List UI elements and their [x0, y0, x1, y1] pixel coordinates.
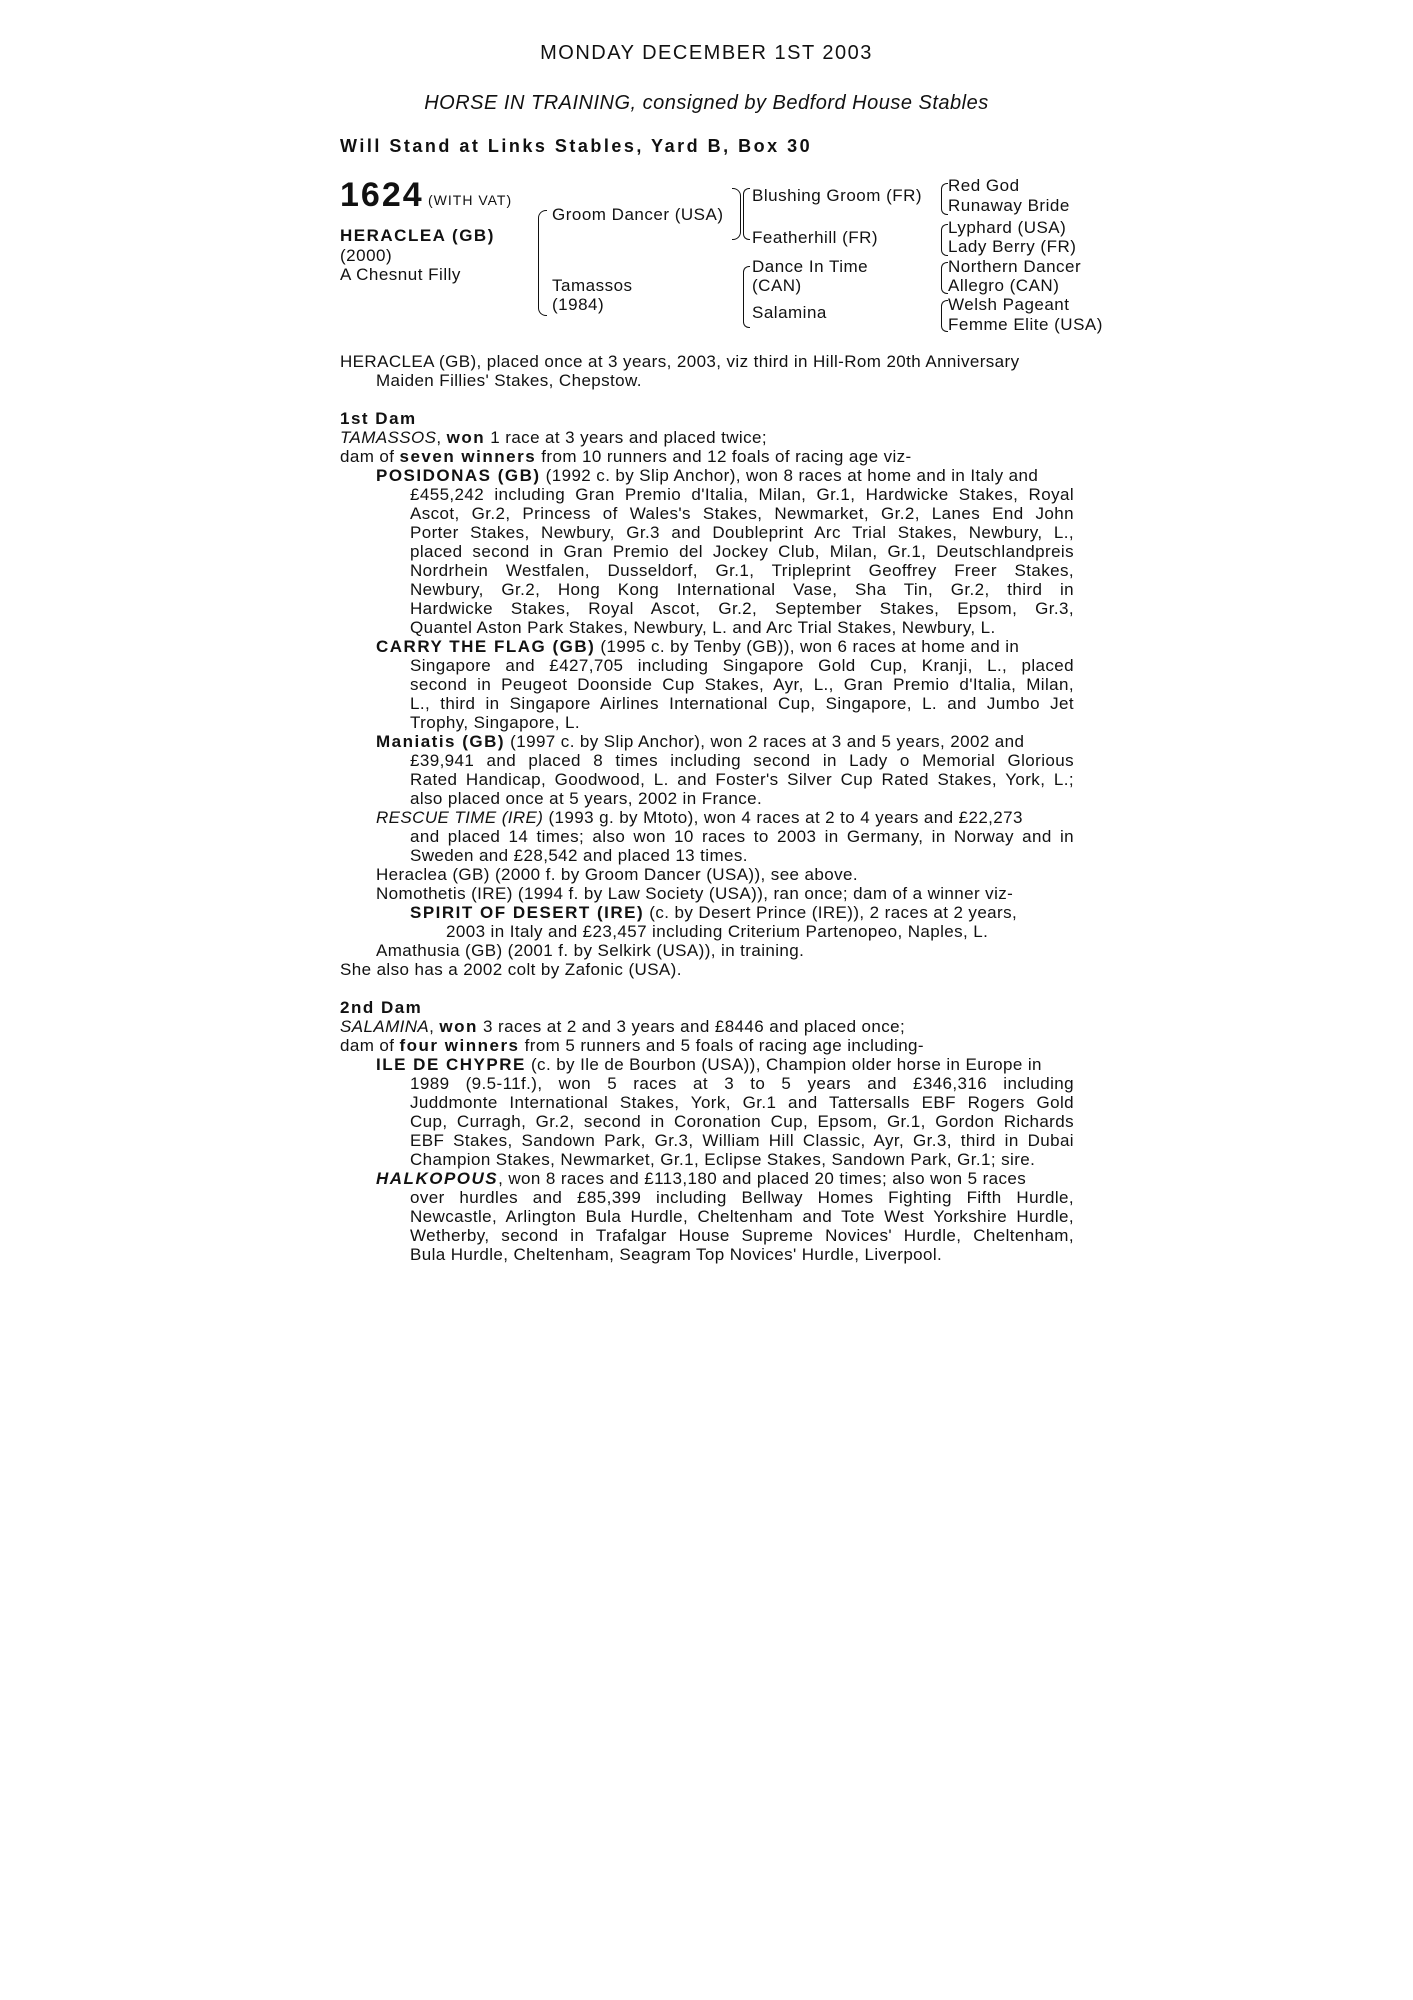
text: from 5 runners and 5 foals of racing age including-: [519, 1036, 924, 1055]
produce-text: L., third in Singapore Airlines International Cup, Singapore, L. and Jumbo Jet: [410, 694, 1074, 713]
produce-name: HALKOPOUS: [376, 1169, 499, 1188]
produce-text: 2003 in Italy and £23,457 including Criterium Partenopeo, Naples, L.: [446, 922, 989, 941]
produce-text: (c. by Ile de Bourbon (USA)), Champion older horse in Europe in: [525, 1055, 1042, 1074]
first-dam-name: TAMASSOS: [340, 428, 437, 447]
text: dam of: [340, 1036, 400, 1055]
pedigree-brace-g3-3: [941, 262, 948, 294]
consignment-title: HORSE IN TRAINING, consigned by Bedford House Stables: [424, 92, 989, 114]
produce-text: Newbury, Gr.2, Hong Kong International Vase, Sha Tin, Gr.2, third in: [410, 580, 1074, 599]
first-dam-produce: [340, 447, 912, 466]
stable-location: Will Stand at Links Stables, Yard B, Box 30: [340, 136, 813, 156]
pedigree-sire-sire: Blushing Groom (FR): [752, 186, 923, 205]
produce-text: Nordrhein Westfalen, Dusseldorf, Gr.1, Tripleprint Geoffrey Freer Stakes,: [410, 561, 1074, 580]
produce-text: Trophy, Singapore, L.: [410, 713, 580, 732]
produce-text: and placed 14 times; also won 10 races to 2003 in Germany, in Norway and in: [410, 827, 1074, 846]
pedigree-g3-6: Allegro (CAN): [948, 276, 1060, 295]
lot-number: 1624: [340, 176, 424, 214]
produce-name: POSIDONAS (GB): [376, 466, 541, 485]
produce-text: (1992 c. by Slip Anchor), won 8 races at home and in Italy and: [540, 466, 1039, 485]
produce-text: also placed once at 5 years, 2002 in France.: [410, 789, 763, 808]
second-dam-heading: 2nd Dam: [340, 998, 423, 1017]
pedigree-g3-1: Red God: [948, 176, 1020, 195]
produce-text: over hurdles and £85,399 including Bellway Homes Fighting Fifth Hurdle,: [410, 1188, 1074, 1207]
pedigree-dam: Tamassos: [552, 276, 633, 295]
produce-entry-ile-de-chypre: [376, 1055, 1042, 1074]
pedigree-brace-main: [538, 210, 547, 316]
produce-text: Cup, Curragh, Gr.2, second in Coronation Cup, Epsom, Gr.1, Gordon Richards: [410, 1112, 1074, 1131]
pedigree-brace-g3-1: [941, 183, 948, 215]
produce-text: second in Peugeot Doonside Cup Stakes, Ayr, L., Gran Premio d'Italia, Milan,: [410, 675, 1074, 694]
intro-line: HERACLEA (GB), placed once at 3 years, 2003, viz third in Hill-Rom 20th Anniversary: [340, 352, 1020, 371]
produce-text: (1997 c. by Slip Anchor), won 2 races at 3 and 5 years, 2002 and: [505, 732, 1025, 751]
second-dam-produce: [340, 1036, 924, 1055]
produce-text: Sweden and £28,542 and placed 13 times.: [410, 846, 748, 865]
won-text: won: [446, 428, 486, 447]
produce-entry-carry-the-flag: [376, 637, 1019, 656]
produce-text: £39,941 and placed 8 times including second in Lady o Memorial Glorious: [410, 751, 1074, 770]
produce-entry-maniatis: [376, 732, 1024, 751]
produce-text: Newcastle, Arlington Bula Hurdle, Cheltenham and Tote West Yorkshire Hurdle,: [410, 1207, 1074, 1226]
pedigree-dam-sire: Dance In Time: [752, 257, 869, 276]
produce-text: placed second in Gran Premio del Jockey Club, Milan, Gr.1, Deutschlandpreis: [410, 542, 1074, 561]
produce-entry-nomothetis: Nomothetis (IRE) (1994 f. by Law Society (USA)), ran once; dam of a winner viz-: [376, 884, 1014, 903]
separator: ,: [436, 428, 447, 447]
foaling-year: (2000): [340, 246, 393, 265]
first-dam-record: 1 race at 3 years and placed twice;: [485, 428, 767, 447]
produce-name: RESCUE TIME (IRE): [376, 808, 544, 827]
won-text: won: [439, 1017, 478, 1036]
pedigree-sire: Groom Dancer (USA): [552, 205, 724, 224]
pedigree-brace-g3-4: [941, 300, 948, 332]
text: from 10 runners and 12 foals of racing age viz-: [536, 447, 912, 466]
produce-entry-spirit-of-desert: [410, 903, 1017, 922]
pedigree-brace-dam-line: [743, 266, 750, 328]
horse-name: HERACLEA (GB): [340, 226, 495, 245]
produce-name: SPIRIT OF DESERT (IRE): [410, 903, 645, 922]
produce-text: (1993 g. by Mtoto), won 4 races at 2 to 4 years and £22,273: [543, 808, 1023, 827]
produce-text: (1995 c. by Tenby (GB)), won 6 races at home and in: [595, 637, 1020, 656]
pedigree-g3-2: Runaway Bride: [948, 196, 1070, 215]
first-dam-closing: She also has a 2002 colt by Zafonic (USA).: [340, 960, 682, 979]
pedigree-dam-year: (1984): [552, 295, 605, 314]
produce-text: Hardwicke Stakes, Royal Ascot, Gr.2, September Stakes, Epsom, Gr.3,: [410, 599, 1074, 618]
produce-name: ILE DE CHYPRE: [376, 1055, 526, 1074]
separator: ,: [429, 1017, 440, 1036]
second-dam-name: SALAMINA: [340, 1017, 430, 1036]
produce-entry-posidonas: [376, 466, 1038, 485]
intro-line: Maiden Fillies' Stakes, Chepstow.: [376, 371, 642, 390]
first-dam-heading: 1st Dam: [340, 409, 417, 428]
pedigree-sire-dam: Featherhill (FR): [752, 228, 879, 247]
produce-entry-heraclea: Heraclea (GB) (2000 f. by Groom Dancer (USA)), see above.: [376, 865, 858, 884]
produce-text: (c. by Desert Prince (IRE)), 2 races at 2 years,: [644, 903, 1018, 922]
vat-note: (WITH VAT): [428, 192, 513, 208]
pedigree-dam-dam: Salamina: [752, 303, 827, 322]
produce-text: , won 8 races and £113,180 and placed 20 times; also won 5 races: [498, 1169, 1027, 1188]
produce-name: Maniatis (GB): [376, 732, 506, 751]
pedigree-brace-g3-2: [941, 224, 948, 256]
produce-text: Quantel Aston Park Stakes, Newbury, L. and Arc Trial Stakes, Newbury, L.: [410, 618, 996, 637]
second-dam-record: 3 races at 2 and 3 years and £8446 and placed once;: [477, 1017, 906, 1036]
produce-text: Juddmonte International Stakes, York, Gr.1 and Tattersalls EBF Rogers Gold: [410, 1093, 1074, 1112]
produce-text: Bula Hurdle, Cheltenham, Seagram Top Novices' Hurdle, Liverpool.: [410, 1245, 943, 1264]
second-dam-summary: [340, 1017, 905, 1036]
pedigree-g3-5: Northern Dancer: [948, 257, 1082, 276]
produce-text: EBF Stakes, Sandown Park, Gr.3, William Hill Classic, Ayr, Gr.3, third in Dubai: [410, 1131, 1074, 1150]
produce-entry-halkopous: [376, 1169, 1026, 1188]
horse-description: A Chesnut Filly: [340, 265, 461, 284]
pedigree-g3-3: Lyphard (USA): [948, 218, 1067, 237]
produce-entry-rescue-time: [376, 808, 1023, 827]
pedigree-g3-7: Welsh Pageant: [948, 295, 1070, 314]
first-dam-summary: [340, 428, 767, 447]
winners-count: four winners: [399, 1036, 520, 1055]
winners-count: seven winners: [399, 447, 537, 466]
produce-text: 1989 (9.5-11f.), won 5 races at 3 to 5 years and £346,316 including: [410, 1074, 1074, 1093]
produce-text: Champion Stakes, Newmarket, Gr.1, Eclipse Stakes, Sandown Park, Gr.1; sire.: [410, 1150, 1036, 1169]
pedigree-dam-sire-country: (CAN): [752, 276, 802, 295]
produce-text: £455,242 including Gran Premio d'Italia, Milan, Gr.1, Hardwicke Stakes, Royal: [410, 485, 1074, 504]
produce-entry-amathusia: Amathusia (GB) (2001 f. by Selkirk (USA)), in training.: [376, 941, 805, 960]
produce-name: CARRY THE FLAG (GB): [376, 637, 596, 656]
pedigree-brace-sire-line: [743, 188, 750, 240]
sale-date: MONDAY DECEMBER 1ST 2003: [540, 42, 873, 64]
produce-text: Wetherby, second in Trafalgar House Supreme Novices' Hurdle, Cheltenham,: [410, 1226, 1074, 1245]
pedigree-g3-4: Lady Berry (FR): [948, 237, 1077, 256]
pedigree-brace-sire: [732, 188, 741, 240]
produce-text: Rated Handicap, Goodwood, L. and Foster's Silver Cup Rated Stakes, York, L.;: [410, 770, 1074, 789]
produce-text: Ascot, Gr.2, Princess of Wales's Stakes, Newmarket, Gr.2, Lanes End John: [410, 504, 1074, 523]
pedigree-g3-8: Femme Elite (USA): [948, 315, 1103, 334]
text: dam of: [340, 447, 400, 466]
produce-text: Singapore and £427,705 including Singapore Gold Cup, Kranji, L., placed: [410, 656, 1074, 675]
produce-text: Porter Stakes, Newbury, Gr.3 and Doubleprint Arc Trial Stakes, Newbury, L.,: [410, 523, 1074, 542]
